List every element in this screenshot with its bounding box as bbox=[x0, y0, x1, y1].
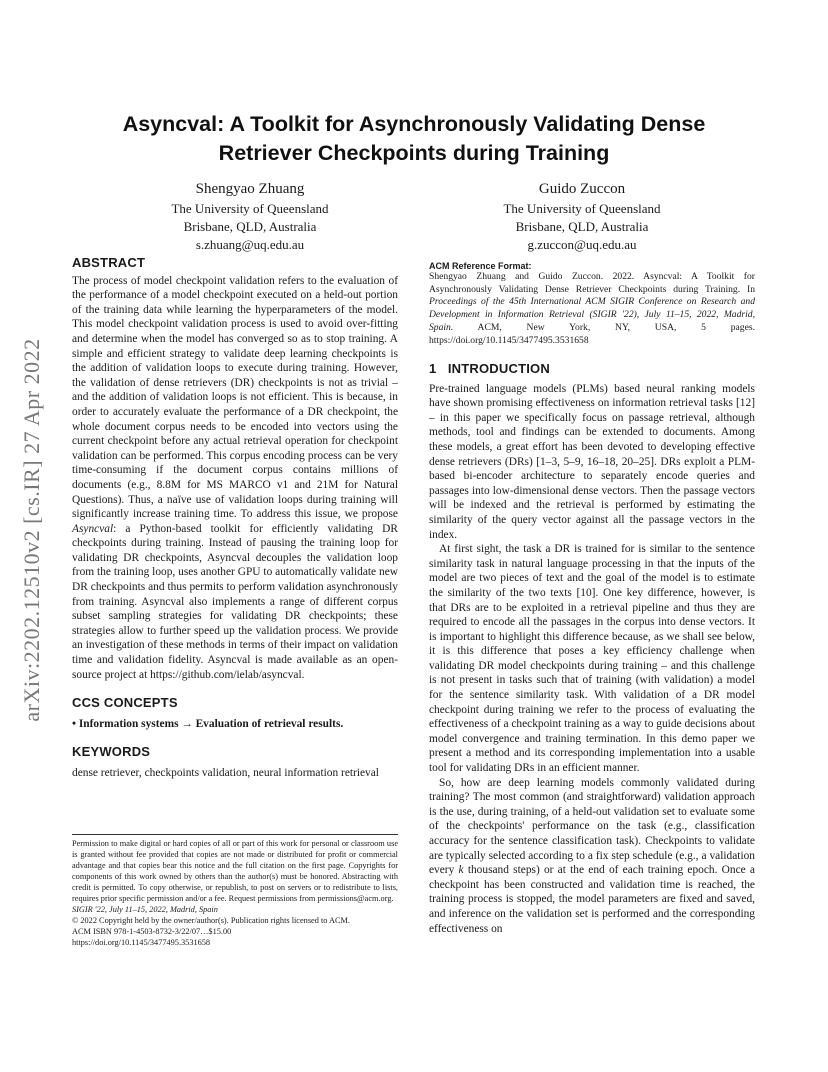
author-block-1 bbox=[130, 179, 370, 254]
author-affiliation: The University of Queensland bbox=[503, 201, 661, 216]
author-location: Brisbane, QLD, Australia bbox=[183, 219, 317, 234]
paper-title bbox=[70, 110, 758, 168]
introduction-heading: 1 INTRODUCTION bbox=[429, 361, 550, 376]
keywords-heading: KEYWORDS bbox=[72, 744, 151, 760]
isbn-line: ACM ISBN 978-1-4503-8732-3/22/07…$15.00 bbox=[72, 927, 232, 936]
author-email: g.zuccon@uq.edu.au bbox=[527, 237, 637, 252]
permission-text: Permission to make digital or hard copies of all or part of this work for personal or classroom use is granted without fee provided that copies are not made or distributed for profit or commercial advantage and that copies bear this notice and the full citation on the first page. Copyrights for components of this work owned by others than the author(s) must be honored. Abstracting with credit is permitted. To copy otherwise, or republish, to post on servers or to redistribute to lists, requires prior specific permission and/or a fee. Request permissions from permissions@acm.org. bbox=[72, 839, 398, 903]
doi-line: https://doi.org/10.1145/3477495.3531658 bbox=[72, 938, 211, 947]
author-name: Guido Zuccon bbox=[538, 181, 626, 197]
author-name: Shengyao Zhuang bbox=[195, 181, 305, 197]
abstract-heading: ABSTRACT bbox=[72, 255, 146, 270]
venue-line: SIGIR '22, July 11–15, 2022, Madrid, Spain bbox=[72, 905, 218, 914]
acm-reference-text: Shengyao Zhuang and Guido Zuccon. 2022. Asyncval: A Toolkit for Asynchronously Validating Dense Retriever Checkpoints during Training. In Proceedings of the 45th International ACM SIGIR Conference on Research and Development in Information Retrieval (SIGIR '22), July 11–15, 2022, Madrid, Spain. ACM, New York, NY, USA, 5 pages. https://doi.org/10.1145/3477495.3531658 bbox=[429, 271, 755, 346]
intro-paragraph-2: At first sight, the task a DR is trained for is similar to the sentence similarity task in natural language processing in that the inputs of the model are two pieces of text and the goal of the model is to estimate the similarity of the two texts [10]. One key difference, however, is that DRs are to be exploited in a retrieval pipeline and thus they are required to encode all the passages in the corpus into dense vectors. It is important to highlight this difference because, as we shall see below, it is this difference that poses a key efficiency challenge when validating DR model checkpoints during training – and this challenge is not present in tasks such that of training (with validation) a model for the sentence similarity task. With validation of a DR model checkpoint during training we refer to the process of evaluating the effectiveness of a checkpoint training as a way to guide decisions about model convergence and training termination. In this demo paper we present a method and its corresponding implementation into a usable tool for validating DRs in an efficient manner. bbox=[429, 543, 755, 775]
arxiv-identifier: arXiv:2202.12510v2 [cs.IR] 27 Apr 2022 bbox=[19, 338, 44, 722]
title-line-1: Asyncval: A Toolkit for Asynchronously Validating Dense bbox=[122, 112, 706, 136]
intro-paragraph-1: Pre-trained language models (PLMs) based neural ranking models have shown promising effectiveness on information retrieval tasks [12] – in this paper we specifically focus on passage retrieval, although methods, tool and findings can be extended to documents. Among these models, a great effort has been devoted to developing effective dense retrievers (DRs) [1–3, 5–9, 16–18, 20–25]. DRs exploit a PLM-based bi-encoder architecture to separately encode queries and passages into low-dimensional dense vectors. Then the passage vectors will be indexed and the retrieval is performed by estimating the similarity of the query vector against all the passage vectors in the index. bbox=[429, 382, 755, 541]
abstract-text: The process of model checkpoint validation refers to the evaluation of the performance of a model checkpoint executed on a held-out portion of the training data while learning the hyperparameters of the model. This model checkpoint validation process is used to avoid over-fitting and determine when the model has converged so as to stop training. A simple and efficient strategy to validate deep learning checkpoints is the addition of validation loops to execute during training. However, the validation of dense retrievers (DR) checkpoints is not as trivial – and the addition of validation loops is not efficient. This is because, in order to accurately evaluate the performance of a DR checkpoint, the whole document corpus needs to be encoded into vectors using the current checkpoint before any actual retrieval operation for checkpoint validation can be performed. This corpus encoding process can be very time-consuming if the document corpus contains millions of documents (e.g., 8.8M for MS MARCO v1 and 21M for Natural Questions). Thus, a naïve use of validation loops during training will significantly increase training time. To address this issue, we propose Asyncval: a Python-based toolkit for efficiently validating DR checkpoints during training. Instead of pausing the training loop for validating DR checkpoints, Asyncval decouples the validation loop from the training loop, uses another GPU to automatically validate new DR checkpoints and thus permits to perform validation asynchronously from training. Asyncval also implements a range of different corpus subset sampling strategies for validating DR checkpoints; these strategies allow to further speed up the validation process. We provide an investigation of these methods in terms of their impact on validation time and validation fidelity. Asyncval is made available as an open-source project at https://github.com/ielab/asyncval. bbox=[72, 274, 398, 681]
intro-paragraph-3: So, how are deep learning models commonly validated during training? The most common (and straightforward) validation approach is the use, during training, of a held-out validation set to evaluate some of the checkpoints' performance on the task (e.g., classification accuracy for the sentence classification task). Checkpoints to validate are typically selected according to a fix step schedule (e.g., a validation every k thousand steps) or at the end of each training epoch. Once a checkpoint has been constructed and validation time is reached, the training process is stopped, the model parameters are fixed and saved, and inference on the validation set is performed and the corresponding effectiveness on bbox=[429, 776, 755, 935]
right-column bbox=[429, 362, 755, 936]
author-affiliation: The University of Queensland bbox=[171, 201, 329, 216]
left-column bbox=[72, 256, 398, 781]
author-location: Brisbane, QLD, Australia bbox=[515, 219, 649, 234]
author-email: s.zhuang@uq.edu.au bbox=[195, 237, 305, 252]
permission-footnote bbox=[72, 838, 398, 948]
ccs-heading: CCS CONCEPTS bbox=[72, 695, 178, 711]
copyright-line: © 2022 Copyright held by the owner/author(s). Publication rights licensed to ACM. bbox=[72, 916, 350, 925]
author-block-2 bbox=[462, 179, 702, 254]
title-line-2: Retriever Checkpoints during Training bbox=[218, 141, 610, 165]
footnote-rule bbox=[72, 834, 398, 835]
acm-reference-heading: ACM Reference Format: bbox=[429, 261, 532, 271]
acm-reference bbox=[429, 261, 755, 347]
ccs-text: • Information systems → Evaluation of retrieval results. bbox=[72, 717, 344, 730]
keywords-text: dense retriever, checkpoints validation, neural information retrieval bbox=[72, 767, 379, 779]
